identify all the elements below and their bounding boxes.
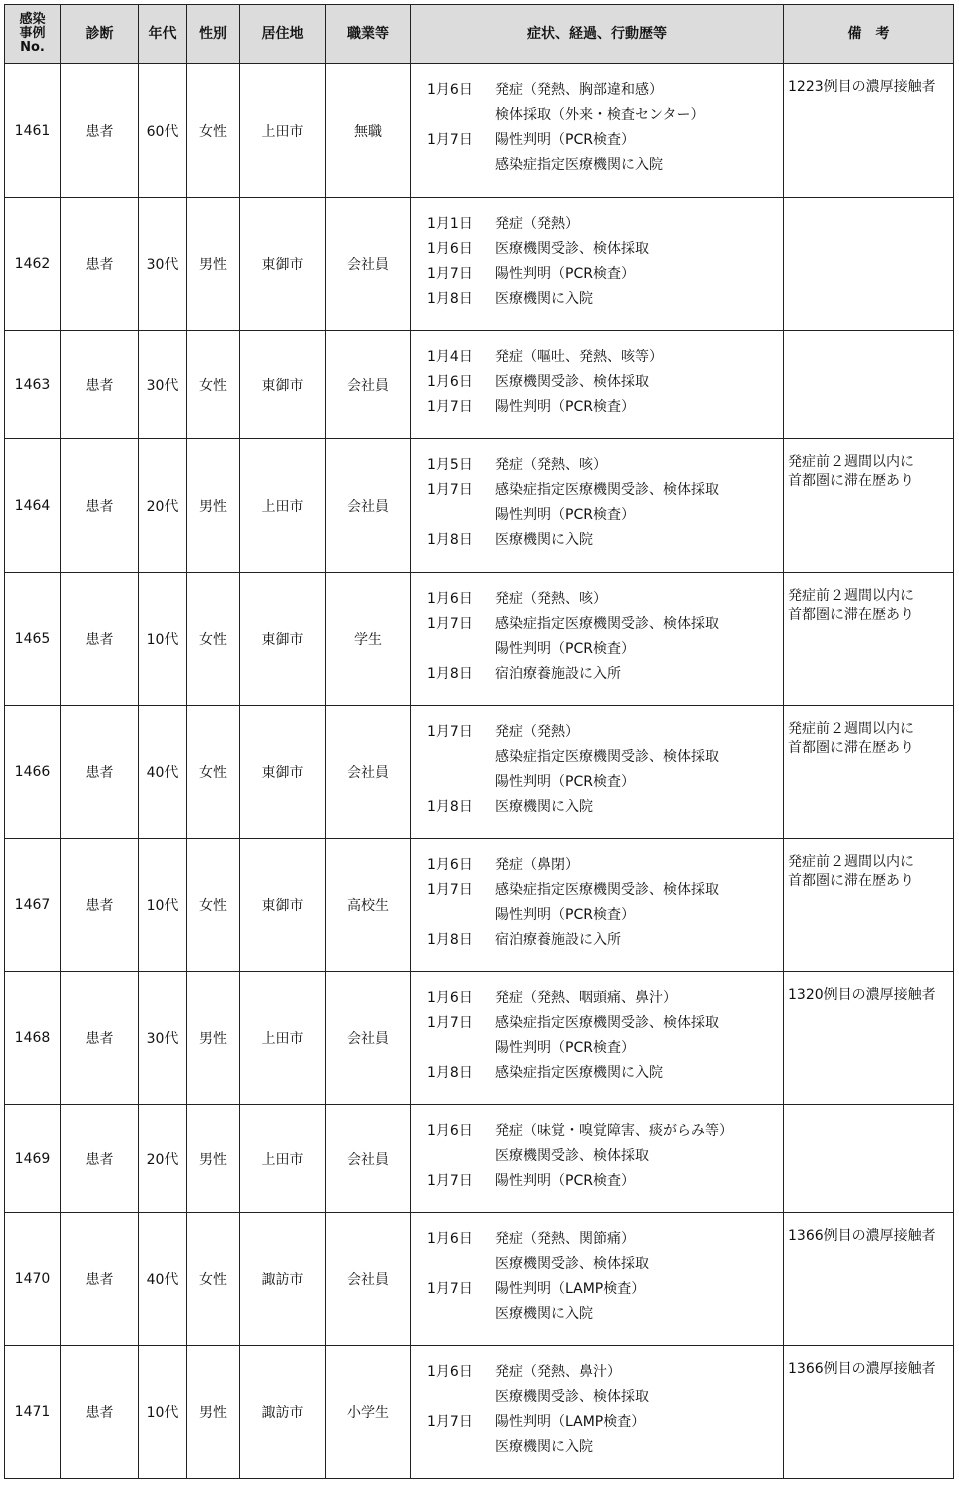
history-entry	[427, 853, 783, 878]
history-text: 発症（発熱、咳）	[495, 457, 607, 473]
diagnosis-cell: 患者	[61, 1213, 139, 1346]
history-entry	[427, 103, 783, 128]
history-entry	[427, 770, 783, 795]
history-date: 1月7日	[427, 399, 473, 415]
history-date: 1月7日	[427, 1281, 473, 1297]
occupation-cell: 小学生	[326, 1346, 411, 1479]
history-entry	[427, 1435, 783, 1460]
history-date: 1月6日	[427, 857, 473, 873]
history-entry	[427, 928, 783, 953]
history-date: 1月7日	[427, 132, 473, 148]
history-date: 1月8日	[427, 291, 473, 307]
history-text: 感染症指定医療機関受診、検体採取	[495, 1015, 719, 1031]
header-case-no-line1: 感染	[19, 11, 46, 27]
history-text: 陽性判明（PCR検査）	[495, 266, 635, 282]
history-date: 1月6日	[427, 241, 473, 257]
notes-cell	[784, 64, 954, 198]
occupation-cell: 会社員	[326, 1213, 411, 1346]
history-entry	[427, 370, 783, 395]
table-row	[5, 839, 954, 972]
history-cell	[411, 1105, 784, 1213]
notes-cell	[784, 1346, 954, 1479]
occupation-cell: 学生	[326, 573, 411, 706]
history-date: 1月7日	[427, 616, 473, 632]
history-entry	[427, 128, 783, 153]
header-occupation: 職業等	[326, 5, 411, 64]
diagnosis-cell: 患者	[61, 1346, 139, 1479]
history-cell	[411, 839, 784, 972]
history-entry	[427, 878, 783, 903]
history-text: 発症（発熱、咽頭痛、鼻汁）	[495, 990, 677, 1006]
note-line: 首都圏に滞在歴あり	[788, 873, 914, 889]
case-table-document	[4, 4, 954, 1479]
table-row	[5, 706, 954, 839]
history-text: 発症（鼻閉）	[495, 857, 579, 873]
note-line: 首都圏に滞在歴あり	[788, 473, 914, 489]
history-cell	[411, 64, 784, 198]
residence-cell: 上田市	[240, 972, 326, 1105]
age-cell: 30代	[139, 331, 187, 439]
history-date: 1月1日	[427, 216, 473, 232]
header-history: 症状、経過、行動歴等	[411, 5, 784, 64]
age-cell: 10代	[139, 1346, 187, 1479]
history-date: 1月8日	[427, 666, 473, 682]
notes-cell	[784, 1105, 954, 1213]
history-date: 1月6日	[427, 374, 473, 390]
history-text: 医療機関に入院	[495, 1439, 593, 1455]
history-date: 1月7日	[427, 724, 473, 740]
history-text: 発症（発熱、咳）	[495, 591, 607, 607]
history-date	[427, 1252, 495, 1277]
history-text: 発症（発熱、鼻汁）	[495, 1364, 621, 1380]
occupation-cell: 無職	[326, 64, 411, 198]
history-entry	[427, 903, 783, 928]
history-date: 1月8日	[427, 799, 473, 815]
history-text: 陽性判明（PCR検査）	[495, 507, 635, 523]
case-no-cell: 1469	[5, 1105, 61, 1213]
history-cell	[411, 439, 784, 573]
history-entry	[427, 795, 783, 820]
history-text: 陽性判明（PCR検査）	[495, 1173, 635, 1189]
history-entry	[427, 587, 783, 612]
history-text: 宿泊療養施設に入所	[495, 666, 621, 682]
case-no-cell: 1464	[5, 439, 61, 573]
history-entry	[427, 1061, 783, 1086]
history-entry	[427, 1144, 783, 1169]
history-entry	[427, 453, 783, 478]
note-line: 発症前２週間以内に	[788, 721, 914, 737]
history-entry	[427, 1410, 783, 1435]
history-text: 感染症指定医療機関受診、検体採取	[495, 749, 719, 765]
note-line: 1366例目の濃厚接触者	[788, 1361, 936, 1377]
history-date: 1月5日	[427, 457, 473, 473]
history-text: 感染症指定医療機関受診、検体採取	[495, 616, 719, 632]
history-date	[427, 1385, 495, 1410]
case-no-cell: 1467	[5, 839, 61, 972]
history-cell	[411, 573, 784, 706]
history-text: 医療機関に入院	[495, 799, 593, 815]
history-text: 発症（発熱）	[495, 216, 579, 232]
history-cell	[411, 706, 784, 839]
history-date: 1月6日	[427, 1364, 473, 1380]
history-text: 発症（嘔吐、発熱、咳等）	[495, 349, 663, 365]
diagnosis-cell: 患者	[61, 439, 139, 573]
table-row	[5, 573, 954, 706]
history-entry	[427, 745, 783, 770]
notes-cell	[784, 1213, 954, 1346]
note-line: 1320例目の濃厚接触者	[788, 987, 936, 1003]
residence-cell: 諏訪市	[240, 1346, 326, 1479]
age-cell: 10代	[139, 573, 187, 706]
history-text: 陽性判明（LAMP検査）	[495, 1414, 646, 1430]
history-text: 陽性判明（PCR検査）	[495, 907, 635, 923]
history-date: 1月8日	[427, 1065, 473, 1081]
history-text: 陽性判明（LAMP検査）	[495, 1281, 646, 1297]
diagnosis-cell: 患者	[61, 64, 139, 198]
table-row	[5, 1346, 954, 1479]
diagnosis-cell: 患者	[61, 198, 139, 331]
header-case-no-line3: No.	[20, 40, 45, 56]
history-entry	[427, 1169, 783, 1194]
history-entry	[427, 478, 783, 503]
history-date	[427, 503, 495, 528]
table-row	[5, 1213, 954, 1346]
sex-cell: 男性	[187, 439, 240, 573]
history-entry	[427, 395, 783, 420]
age-cell: 60代	[139, 64, 187, 198]
diagnosis-cell: 患者	[61, 839, 139, 972]
history-text: 検体採取（外来・検査センター）	[495, 107, 705, 123]
history-date	[427, 745, 495, 770]
history-entry	[427, 1252, 783, 1277]
header-sex: 性別	[187, 5, 240, 64]
case-no-cell: 1471	[5, 1346, 61, 1479]
history-text: 感染症指定医療機関受診、検体採取	[495, 482, 719, 498]
residence-cell: 東御市	[240, 839, 326, 972]
history-date	[427, 1302, 495, 1327]
residence-cell: 諏訪市	[240, 1213, 326, 1346]
history-entry	[427, 637, 783, 662]
note-line: 発症前２週間以内に	[788, 854, 914, 870]
table-row	[5, 439, 954, 573]
history-date: 1月6日	[427, 1123, 473, 1139]
note-line: 首都圏に滞在歴あり	[788, 740, 914, 756]
age-cell: 40代	[139, 706, 187, 839]
history-text: 発症（発熱、胸部違和感）	[495, 82, 663, 98]
sex-cell: 男性	[187, 1346, 240, 1479]
history-text: 医療機関受診、検体採取	[495, 1389, 649, 1405]
history-date: 1月6日	[427, 990, 473, 1006]
history-text: 医療機関受診、検体採取	[495, 241, 649, 257]
case-no-cell: 1462	[5, 198, 61, 331]
history-text: 陽性判明（PCR検査）	[495, 1040, 635, 1056]
occupation-cell: 会社員	[326, 706, 411, 839]
history-text: 陽性判明（PCR検査）	[495, 399, 635, 415]
history-date	[427, 637, 495, 662]
diagnosis-cell: 患者	[61, 573, 139, 706]
history-text: 陽性判明（PCR検査）	[495, 132, 635, 148]
occupation-cell: 会社員	[326, 1105, 411, 1213]
history-date: 1月8日	[427, 932, 473, 948]
occupation-cell: 会社員	[326, 972, 411, 1105]
history-date	[427, 153, 495, 178]
table-row	[5, 1105, 954, 1213]
history-date	[427, 1435, 495, 1460]
residence-cell: 東御市	[240, 706, 326, 839]
history-date: 1月7日	[427, 266, 473, 282]
diagnosis-cell: 患者	[61, 331, 139, 439]
occupation-cell: 会社員	[326, 198, 411, 331]
history-cell	[411, 198, 784, 331]
occupation-cell: 会社員	[326, 331, 411, 439]
header-notes: 備 考	[784, 5, 954, 64]
history-entry	[427, 986, 783, 1011]
history-text: 発症（発熱、関節痛）	[495, 1231, 635, 1247]
case-no-cell: 1465	[5, 573, 61, 706]
header-age: 年代	[139, 5, 187, 64]
note-line: 首都圏に滞在歴あり	[788, 607, 914, 623]
history-entry	[427, 720, 783, 745]
history-text: 陽性判明（PCR検査）	[495, 641, 635, 657]
sex-cell: 女性	[187, 64, 240, 198]
header-case-no	[5, 5, 61, 64]
history-text: 発症（味覚・嗅覚障害、痰がらみ等）	[495, 1123, 733, 1139]
history-entry	[427, 153, 783, 178]
history-date	[427, 1144, 495, 1169]
history-entry	[427, 1385, 783, 1410]
history-date: 1月7日	[427, 882, 473, 898]
header-diagnosis: 診断	[61, 5, 139, 64]
case-no-cell: 1461	[5, 64, 61, 198]
sex-cell: 男性	[187, 972, 240, 1105]
history-entry	[427, 1302, 783, 1327]
history-cell	[411, 972, 784, 1105]
history-entry	[427, 1011, 783, 1036]
note-line: 1366例目の濃厚接触者	[788, 1228, 936, 1244]
table-row	[5, 198, 954, 331]
history-entry	[427, 345, 783, 370]
history-cell	[411, 1213, 784, 1346]
history-entry	[427, 212, 783, 237]
age-cell: 10代	[139, 839, 187, 972]
sex-cell: 男性	[187, 198, 240, 331]
history-date	[427, 903, 495, 928]
history-text: 医療機関に入院	[495, 291, 593, 307]
history-entry	[427, 78, 783, 103]
sex-cell: 男性	[187, 1105, 240, 1213]
history-entry	[427, 237, 783, 262]
sex-cell: 女性	[187, 1213, 240, 1346]
sex-cell: 女性	[187, 331, 240, 439]
age-cell: 20代	[139, 439, 187, 573]
notes-cell	[784, 439, 954, 573]
note-line: 発症前２週間以内に	[788, 454, 914, 470]
history-date: 1月7日	[427, 1015, 473, 1031]
history-entry	[427, 1036, 783, 1061]
notes-cell	[784, 573, 954, 706]
history-entry	[427, 503, 783, 528]
notes-cell	[784, 331, 954, 439]
history-date	[427, 103, 495, 128]
age-cell: 30代	[139, 972, 187, 1105]
history-text: 医療機関受診、検体採取	[495, 1148, 649, 1164]
history-date: 1月7日	[427, 482, 473, 498]
occupation-cell: 会社員	[326, 439, 411, 573]
notes-cell	[784, 972, 954, 1105]
diagnosis-cell: 患者	[61, 972, 139, 1105]
history-date: 1月6日	[427, 82, 473, 98]
history-text: 感染症指定医療機関に入院	[495, 1065, 663, 1081]
table-row	[5, 331, 954, 439]
history-text: 医療機関受診、検体採取	[495, 374, 649, 390]
residence-cell: 上田市	[240, 439, 326, 573]
header-case-no-line2: 事例	[19, 25, 46, 41]
case-no-cell: 1468	[5, 972, 61, 1105]
history-entry	[427, 662, 783, 687]
header-residence: 居住地	[240, 5, 326, 64]
table-row	[5, 972, 954, 1105]
history-date: 1月7日	[427, 1414, 473, 1430]
residence-cell: 上田市	[240, 64, 326, 198]
notes-cell	[784, 198, 954, 331]
case-no-cell: 1466	[5, 706, 61, 839]
residence-cell: 東御市	[240, 198, 326, 331]
case-no-cell: 1470	[5, 1213, 61, 1346]
case-no-cell: 1463	[5, 331, 61, 439]
residence-cell: 東御市	[240, 331, 326, 439]
history-date: 1月6日	[427, 1231, 473, 1247]
sex-cell: 女性	[187, 839, 240, 972]
case-table-body	[5, 64, 954, 1479]
history-date: 1月7日	[427, 1173, 473, 1189]
diagnosis-cell: 患者	[61, 1105, 139, 1213]
history-text: 医療機関受診、検体採取	[495, 1256, 649, 1272]
occupation-cell: 高校生	[326, 839, 411, 972]
history-text: 医療機関に入院	[495, 1306, 593, 1322]
history-cell	[411, 1346, 784, 1479]
history-entry	[427, 1277, 783, 1302]
residence-cell: 東御市	[240, 573, 326, 706]
history-text: 陽性判明（PCR検査）	[495, 774, 635, 790]
history-text: 宿泊療養施設に入所	[495, 932, 621, 948]
history-text: 感染症指定医療機関に入院	[495, 157, 663, 173]
history-entry	[427, 612, 783, 637]
history-date	[427, 1036, 495, 1061]
notes-cell	[784, 706, 954, 839]
history-entry	[427, 528, 783, 553]
history-entry	[427, 262, 783, 287]
residence-cell: 上田市	[240, 1105, 326, 1213]
history-date	[427, 770, 495, 795]
history-date: 1月4日	[427, 349, 473, 365]
history-entry	[427, 1227, 783, 1252]
diagnosis-cell: 患者	[61, 706, 139, 839]
history-text: 感染症指定医療機関受診、検体採取	[495, 882, 719, 898]
history-text: 医療機関に入院	[495, 532, 593, 548]
sex-cell: 女性	[187, 706, 240, 839]
note-line: 1223例目の濃厚接触者	[788, 79, 936, 95]
note-line: 発症前２週間以内に	[788, 588, 914, 604]
history-date: 1月6日	[427, 591, 473, 607]
age-cell: 20代	[139, 1105, 187, 1213]
history-cell	[411, 331, 784, 439]
sex-cell: 女性	[187, 573, 240, 706]
table-row	[5, 64, 954, 198]
history-entry	[427, 287, 783, 312]
history-entry	[427, 1360, 783, 1385]
history-entry	[427, 1119, 783, 1144]
history-date: 1月8日	[427, 532, 473, 548]
header-row	[5, 5, 954, 64]
age-cell: 30代	[139, 198, 187, 331]
case-table	[4, 4, 954, 1479]
age-cell: 40代	[139, 1213, 187, 1346]
notes-cell	[784, 839, 954, 972]
history-text: 発症（発熱）	[495, 724, 579, 740]
